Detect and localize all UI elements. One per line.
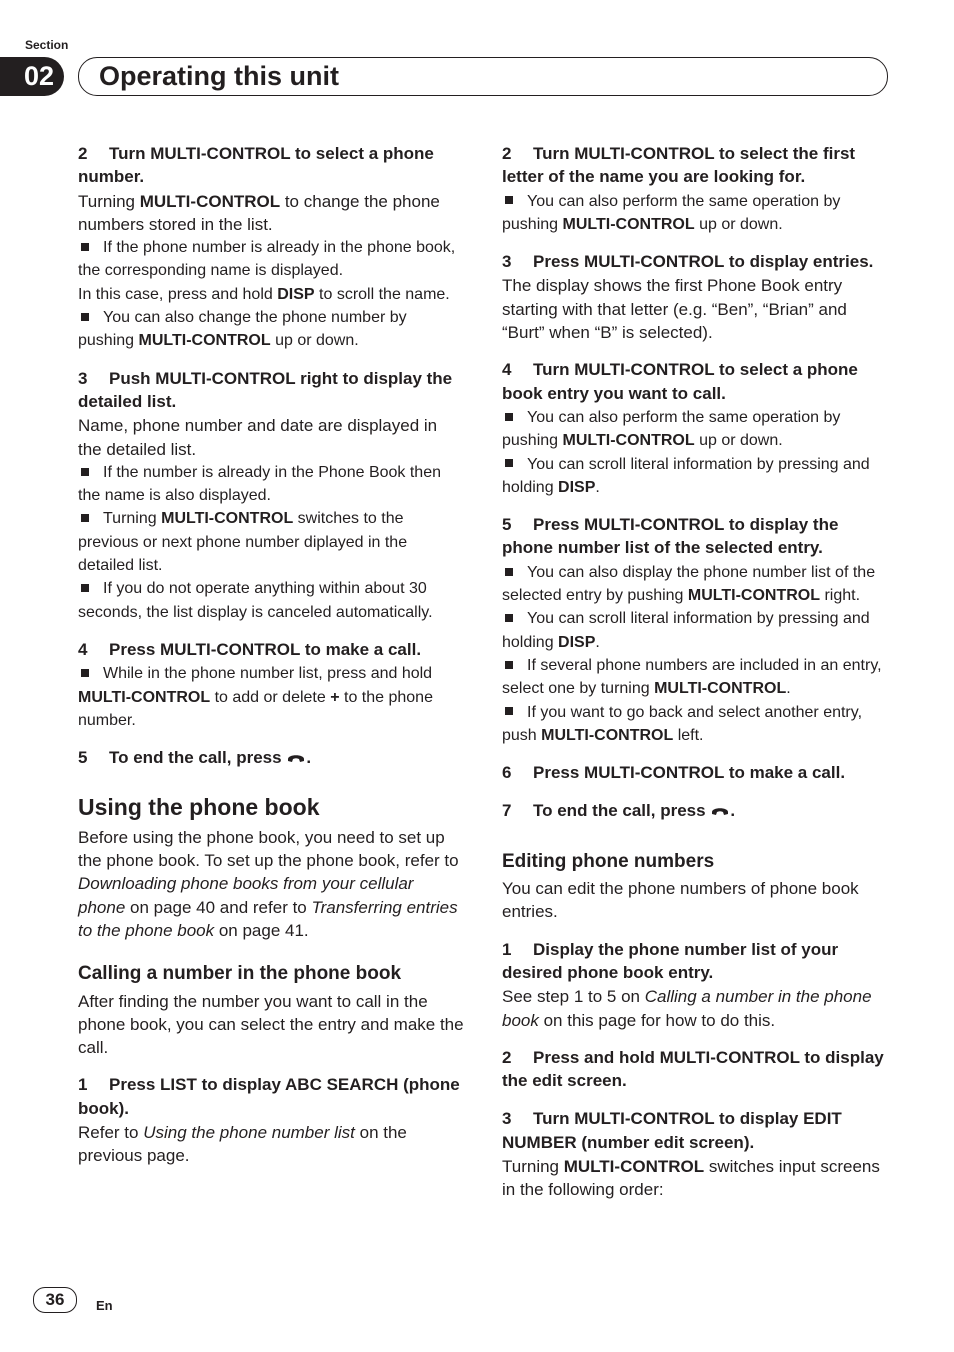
bullet-square-icon: [505, 614, 513, 622]
bullet-square-icon: [81, 468, 89, 476]
section-label: Section: [25, 38, 69, 52]
bullet-note: While in the phone number list, press and hold MULTI-CONTROL to add or delete + to the phone number.: [78, 665, 433, 729]
step-body: Name, phone number and date are displayed in the detailed list.: [78, 416, 438, 459]
step-heading: 3 Push MULTI-CONTROL right to display the detailed list.: [78, 368, 453, 411]
subsection-heading: Editing phone numbers: [502, 850, 715, 872]
bullet-note: If you do not operate anything within about 30 seconds, the list display is canceled automatically.: [78, 580, 433, 621]
section-number-tab: 02: [0, 57, 64, 96]
step-heading: 7 To end the call, press .: [502, 801, 736, 821]
step-heading: 1 Press LIST to display ABC SEARCH (phone book).: [78, 1075, 460, 1118]
bullet-note: Turning MULTI-CONTROL switches to the previous or next phone number diplayed in the detailed list.: [78, 510, 408, 575]
bullet-note: You can also perform the same operation by pushing MULTI-CONTROL up or down.: [502, 408, 841, 450]
bullet-note-continued: In this case, press and hold DISP to scroll the name.: [78, 285, 450, 303]
left-column: [78, 142, 464, 1168]
step-heading: 6 Press MULTI-CONTROL to make a call.: [502, 763, 846, 783]
step-heading: 1 Display the phone number list of your desired phone book entry.: [502, 939, 839, 982]
bullet-square-icon: [81, 243, 89, 251]
bullet-note: You can scroll literal information by pressing and holding DISP.: [502, 455, 870, 496]
step-body: Turning MULTI-CONTROL switches input screens in the following order:: [502, 1156, 880, 1200]
language-label: En: [96, 1298, 113, 1313]
bullet-square-icon: [81, 584, 89, 592]
bullet-note: If the phone number is already in the phone book, the corresponding name is displayed.: [78, 239, 456, 280]
bullet-square-icon: [505, 413, 513, 421]
step-heading: 2 Turn MULTI-CONTROL to select the first letter of the name you are looking for.: [502, 144, 856, 187]
bullet-note: If the number is already in the Phone Book then the name is also displayed.: [78, 463, 441, 505]
subsection-heading: Calling a number in the phone book: [78, 963, 402, 985]
step-body: See step 1 to 5 on Calling a number in the phone book on this page for how to do this.: [502, 987, 872, 1030]
bullet-note: If several phone numbers are included in an entry, select one by turning MULTI-CONTROL.: [502, 656, 882, 698]
bullet-square-icon: [505, 568, 513, 576]
bullet-square-icon: [81, 514, 89, 522]
step-heading: 2 Press and hold MULTI-CONTROL to display the edit screen.: [502, 1047, 884, 1091]
bullet-square-icon: [505, 196, 513, 204]
phone-hangup-icon: [286, 752, 306, 764]
step-heading: 3 Press MULTI-CONTROL to display entries.: [502, 252, 874, 272]
section-body: Before using the phone book, you need to set up the phone book. To set up the phone book, refer to Downloading phone books from your cellular phone on page 40 and refer to Transferring entries to the phone book on page 41.: [78, 827, 459, 940]
step-heading: 3 Turn MULTI-CONTROL to display EDIT NUMBER (number edit screen).: [502, 1109, 842, 1152]
bullet-note: You can also display the phone number list of the selected entry by pushing MULTI-CONTROL right.: [502, 563, 876, 605]
phone-hangup-icon: [710, 805, 730, 817]
bullet-note: You can scroll literal information by pressing and holding DISP.: [502, 610, 870, 651]
bullet-note: If you want to go back and select another entry, push MULTI-CONTROL left.: [502, 703, 863, 744]
bullet-note: You can also perform the same operation by pushing MULTI-CONTROL up or down.: [502, 192, 841, 233]
step-heading: 4 Turn MULTI-CONTROL to select a phone book entry you want to call.: [502, 360, 858, 403]
bullet-note: You can also change the phone number by pushing MULTI-CONTROL up or down.: [78, 309, 407, 350]
bullet-square-icon: [505, 459, 513, 467]
step-heading: 5 Press MULTI-CONTROL to display the phone number list of the selected entry.: [502, 515, 839, 558]
bullet-square-icon: [81, 313, 89, 321]
step-body: Refer to Using the phone number list on the previous page.: [78, 1122, 407, 1166]
step-heading: 2 Turn MULTI-CONTROL to select a phone number.: [78, 144, 434, 187]
bullet-square-icon: [81, 669, 89, 677]
subsection-body: You can edit the phone numbers of phone book entries.: [502, 879, 859, 922]
section-heading: Using the phone book: [78, 794, 320, 821]
bullet-square-icon: [505, 661, 513, 669]
step-body: The display shows the first Phone Book entry starting with that letter (e.g. “Ben”, “Brian” and “Burt” when “B” is selected).: [502, 276, 847, 343]
step-heading: 4 Press MULTI-CONTROL to make a call.: [78, 639, 422, 659]
right-column: [502, 142, 888, 1202]
step-heading: 5 To end the call, press .: [78, 748, 312, 768]
page-number: 36: [33, 1287, 77, 1313]
bullet-square-icon: [505, 707, 513, 715]
subsection-body: After finding the number you want to call in the phone book, you can select the entry and make the call.: [78, 991, 464, 1058]
title-bar: [78, 57, 888, 96]
step-body: Turning MULTI-CONTROL to change the phone numbers stored in the list.: [78, 191, 440, 234]
page-title: Operating this unit: [99, 61, 339, 91]
